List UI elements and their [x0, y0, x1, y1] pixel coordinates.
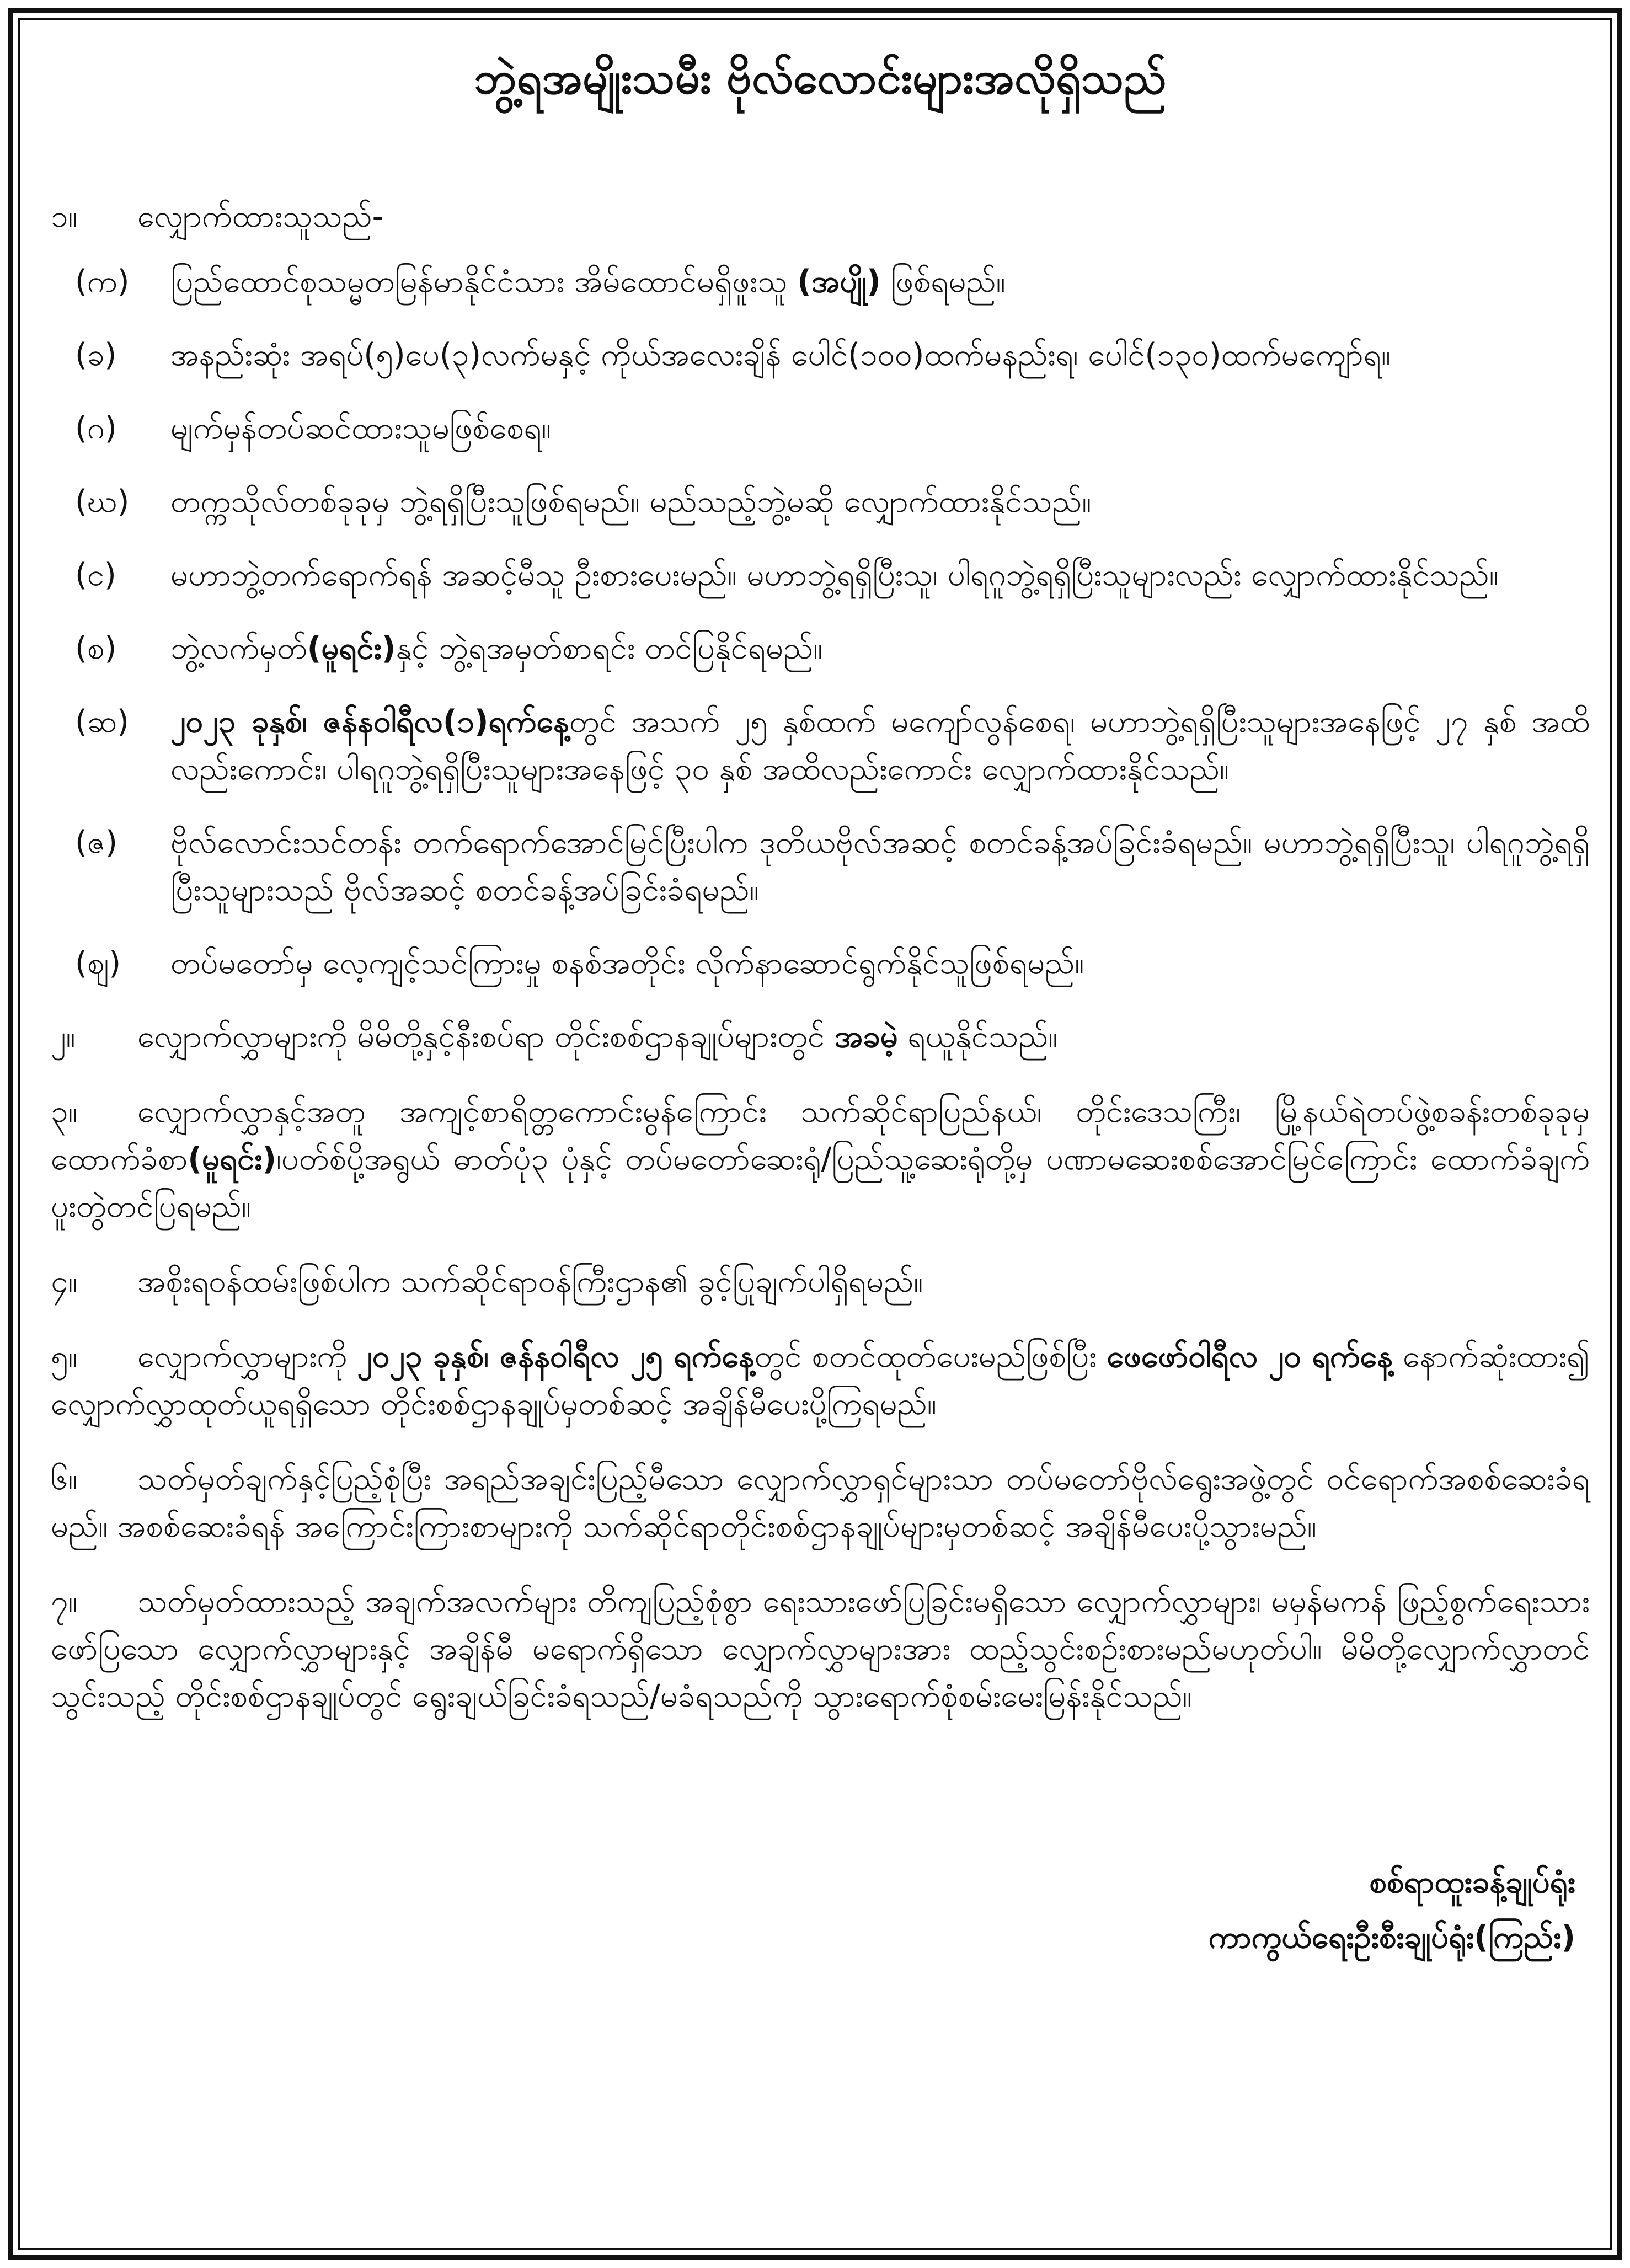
bold-text-part: ဖေဖော်ဝါရီလ ၂၀ ရက်နေ့ — [1107, 1339, 1393, 1374]
text-part: ဗိုလ်လောင်းသင်တန်း တက်ရောက်အောင်မြင်ပြီးပါက ဒုတိယဗိုလ်အဆင့် စတင်ခန့်အပ်ခြင်းခံရမည်။ မဟာဘွဲ့ရရှိပြီးသူ၊ ပါရဂူဘွဲ့ရရှိပြီးသူများသည် ဗိုလ်အဆင့် စတင်ခန့်အပ်ခြင်းခံရမည်။ — [170, 825, 1590, 908]
item-label: (ဈ) — [75, 945, 121, 981]
requirement-item-kha — [75, 331, 1590, 379]
section-number: ၁။ — [51, 199, 78, 234]
section-number: ၅။ — [51, 1339, 78, 1374]
item-label: (က) — [75, 264, 130, 299]
item-text — [170, 940, 1590, 987]
text-part: မျက်မှန်တပ်ဆင်ထားသူမဖြစ်စေရ။ — [170, 410, 551, 446]
section-2 — [51, 1013, 1590, 1061]
item-label: (င) — [75, 557, 116, 593]
requirement-item-ga — [75, 405, 1590, 452]
inner-border — [18, 18, 1612, 2250]
text-part: သတ်မှတ်ချက်နှင့်ပြည့်စုံပြီး အရည်အချင်းပြည့်မီသော လျှောက်လွှာရှင်များသာ တပ်မတော်ဗိုလ်ရွေးအဖွဲ့တွင် ဝင်ရောက်အစစ်ဆေးခံရမည်။ အစစ်ဆေးခံရန် အကြောင်းကြားစာများကို သက်ဆိုင်ရာတိုင်းစစ်ဌာနချုပ်များမှတစ်ဆင့် အချိန်မီပေးပို့သွားမည်။ — [51, 1461, 1590, 1544]
bold-text-part: (မူရင်း) — [188, 1141, 277, 1177]
text-part: နှင့် ဘွဲ့ရအမှတ်စာရင်း တင်ပြနိုင်ရမည်။ — [396, 630, 823, 666]
section-number: ၂။ — [51, 1019, 76, 1055]
text-part: လျှောက်လွှာနှင့်အတူ အကျင့်စာရိတ္တကောင်းမွန်ကြောင်း သက်ဆိုင်ရာပြည်နယ်၊ တိုင်းဒေသကြီး၊ မြို့နယ်ရဲတပ်ဖွဲ့စခန်းတစ်ခုခုမှထောက်ခံစာ — [51, 1094, 1590, 1177]
text-part: ပြည်ထောင်စုသမ္မတမြန်မာနိုင်ငံသား အိမ်ထောင်မရှိဖူးသူ — [170, 264, 798, 299]
item-label: (စ) — [75, 630, 117, 666]
item-label: (ခ) — [75, 337, 117, 373]
requirement-item-za — [75, 819, 1590, 914]
text-part: လျှောက်လွှာများကို — [137, 1339, 357, 1374]
bold-text-part: (အပျို) — [797, 264, 881, 299]
section-7 — [51, 1578, 1590, 1720]
outer-border — [8, 8, 1622, 2260]
item-text — [170, 331, 1590, 379]
item-label: (ဆ) — [75, 704, 129, 740]
item-label: (ဂ) — [75, 410, 117, 446]
bold-text-part: ၂၀၂၃ ခုနှစ်၊ ဇန်နဝါရီလ ၂၅ ရက်နေ့ — [357, 1339, 755, 1374]
text-part: တက္ကသိုလ်တစ်ခုခုမှ ဘွဲ့ရရှိပြီးသူဖြစ်ရမည်။ မည်သည့်ဘွဲ့မဆို လျှောက်ထားနိုင်သည်။ — [170, 484, 1092, 520]
item-text — [170, 552, 1590, 599]
text-part: အစိုးရဝန်ထမ်းဖြစ်ပါက သက်ဆိုင်ရာဝန်ကြီးဌာန၏ ခွင့်ပြုချက်ပါရှိရမည်။ — [137, 1264, 923, 1299]
item-label: (ဇ) — [75, 825, 117, 860]
text-part: သတ်မှတ်ထားသည့် အချက်အလက်များ တိကျပြည့်စုံစွာ ရေးသားဖော်ပြခြင်းမရှိသော လျှောက်လွှာများ၊ မမှန်မကန် ဖြည့်စွက်ရေးသားဖော်ပြသော လျှောက်လွှာများနှင့် အချိန်မီ မရောက်ရှိသော လျှောက်လွှာများအား ထည့်သွင်းစဉ်းစားမည်မဟုတ်ပါ။ မိမိတို့လျှောက်လွှာတင်သွင်းသည့် တိုင်းစစ်ဌာနချုပ်တွင် ရွေးချယ်ခြင်းခံရသည်/မခံရသည်ကို သွားရောက်စုံစမ်းမေးမြန်းနိုင်သည်။ — [51, 1584, 1590, 1714]
requirement-item-hsa — [75, 698, 1590, 793]
section-number: ၄။ — [51, 1264, 78, 1299]
item-text — [170, 405, 1590, 452]
requirement-item-zha — [75, 940, 1590, 987]
bold-text-part: အခမဲ့ — [834, 1019, 898, 1055]
text-part: မဟာဘွဲ့တက်ရောက်ရန် အဆင့်မီသူ ဦးစားပေးမည်။ မဟာဘွဲ့ရရှိပြီးသူ၊ ပါရဂူဘွဲ့ရရှိပြီးသူများလည်း လျှောက်ထားနိုင်သည်။ — [170, 557, 1499, 593]
section-1-heading — [51, 193, 1590, 240]
section-5 — [51, 1333, 1590, 1428]
signature-block — [51, 1855, 1575, 1965]
text-part: လျှောက်လွှာများကို မိမိတို့နှင့်နီးစပ်ရာ တိုင်းစစ်ဌာနချုပ်များတွင် — [137, 1019, 835, 1055]
section-heading-text: လျှောက်ထားသူသည်- — [137, 199, 383, 234]
section-number: ၃။ — [51, 1094, 78, 1130]
item-text — [170, 258, 1590, 306]
requirement-item-gha — [75, 478, 1590, 526]
item-text — [170, 819, 1590, 914]
item-label: (ဃ) — [75, 484, 130, 520]
section-6 — [51, 1456, 1590, 1550]
text-part: နောက်ဆုံးထား၍ လျှောက်လွှာထုတ်ယူရရှိသော တိုင်းစစ်ဌာနချုပ်မှတစ်ဆင့် အချိန်မီပေးပို့ကြရမည်။ — [51, 1339, 1590, 1422]
text-part: တွင် စတင်ထုတ်ပေးမည်ဖြစ်ပြီး — [754, 1339, 1107, 1374]
item-text — [170, 478, 1590, 526]
bold-text-part: ၂၀၂၃ ခုနှစ်၊ ဇန်နဝါရီလ(၁)ရက်နေ့ — [170, 704, 569, 740]
item-text — [170, 625, 1590, 672]
section-4 — [51, 1258, 1590, 1306]
text-part: ရယူနိုင်သည်။ — [897, 1019, 1058, 1055]
section-number: ၆။ — [51, 1461, 78, 1497]
section-number: ၇။ — [51, 1584, 78, 1619]
signature-department-line: ကာကွယ်ရေးဦးစီးချုပ်ရုံး(ကြည်း) — [1208, 1919, 1575, 1955]
requirement-item-nga — [75, 552, 1590, 599]
section-3 — [51, 1088, 1590, 1231]
section-1 — [51, 193, 1590, 987]
bold-text-part: (မူရင်း) — [307, 630, 396, 666]
item-text — [170, 698, 1590, 793]
requirement-item-ka — [75, 258, 1590, 306]
text-part: ၊ပတ်စ်ပို့အရွယ် ဓာတ်ပုံ၃ ပုံနှင့် တပ်မတော်ဆေးရုံ/ပြည်သူ့ဆေးရုံတို့မှ ပဏာမဆေးစစ်အောင်မြင်ကြောင်း ထောက်ခံချက် ပူးတွဲတင်ပြရမည်။ — [51, 1141, 1590, 1224]
text-part: တွင် အသက် ၂၅ နှစ်ထက် မကျော်လွန်စေရ၊ မဟာဘွဲ့ရရှိပြီးသူများအနေဖြင့် ၂၇ နှစ် အထိလည်းကောင်း၊ ပါရဂူဘွဲ့ရရှိပြီးသူများအနေဖြင့် ၃၀ နှစ် အထိလည်းကောင်း လျှောက်ထားနိုင်သည်။ — [170, 704, 1590, 787]
signature-office-line: စစ်ရာထူးခန့်ချုပ်ရုံး — [1369, 1864, 1575, 1900]
text-part: တပ်မတော်မှ လေ့ကျင့်သင်ကြားမှု စနစ်အတိုင်း လိုက်နာဆောင်ရွက်နိုင်သူဖြစ်ရမည်။ — [170, 945, 1084, 981]
text-part: ဖြစ်ရမည်။ — [880, 264, 1006, 299]
announcement-title: ဘွဲ့ရအမျိုးသမီး ဗိုလ်လောင်းများအလိုရှိသည် — [474, 52, 1167, 104]
text-part: ဘွဲ့လက်မှတ် — [170, 630, 307, 666]
requirement-item-sa — [75, 625, 1590, 672]
text-part: အနည်းဆုံး အရပ်(၅)ပေ(၃)လက်မနှင့် ကိုယ်အလေးချိန် ပေါင်(၁၀၀)ထက်မနည်းရ၊ ပေါင်(၁၃၀)ထက်မကျော်ရ။ — [170, 337, 1391, 373]
